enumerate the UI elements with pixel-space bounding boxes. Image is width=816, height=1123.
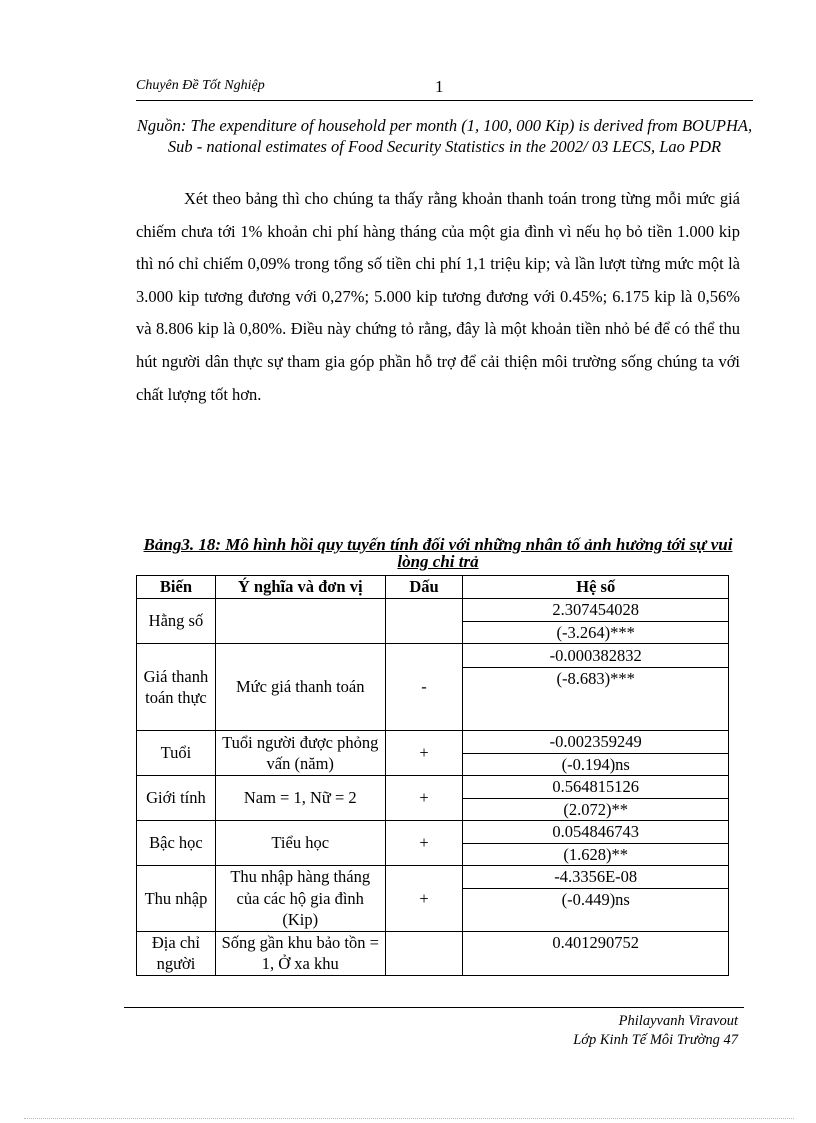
t-stat-cell: (-3.264)*** — [463, 621, 729, 644]
meaning-cell: Sống gần khu bảo tồn = 1, Ở xa khu — [215, 931, 385, 975]
sign-cell — [385, 599, 463, 644]
sign-cell: - — [385, 644, 463, 731]
coefficient-cell: -4.3356E-08 — [463, 866, 729, 889]
footer-class: Lớp Kinh Tế Môi Trường 47 — [573, 1032, 738, 1048]
variable-cell: Bậc học — [137, 821, 216, 866]
page-footer — [573, 1012, 738, 1050]
meaning-cell: Mức giá thanh toán — [215, 644, 385, 731]
t-stat-cell: (-0.194)ns — [463, 753, 729, 776]
variable-cell: Giá thanh toán thực — [137, 644, 216, 731]
variable-cell: Hằng số — [137, 599, 216, 644]
table-row — [137, 731, 729, 754]
footer-author: Philayvanh Viravout — [618, 1013, 738, 1029]
coefficient-cell: -0.000382832 — [463, 644, 729, 668]
sign-cell — [385, 931, 463, 975]
header-variable: Biến — [137, 576, 216, 599]
footer-divider — [124, 1007, 744, 1008]
page-number: 1 — [435, 77, 444, 96]
table-row — [137, 821, 729, 844]
sign-cell: + — [385, 866, 463, 932]
table-row — [137, 599, 729, 622]
variable-cell: Tuổi — [137, 731, 216, 776]
table-row — [137, 776, 729, 799]
table-header-row — [137, 576, 729, 599]
sign-cell: + — [385, 731, 463, 776]
variable-cell: Giới tính — [137, 776, 216, 821]
t-stat-cell: (-8.683)*** — [463, 668, 729, 731]
coefficient-cell: -0.002359249 — [463, 731, 729, 754]
header-meaning: Ý nghĩa và đơn vị — [215, 576, 385, 599]
body-paragraph: Xét theo bảng thì cho chúng ta thấy rằng khoản thanh toán trong từng mỗi mức giá chiếm chưa tới 1% khoản chi phí hàng tháng của một gia đình vì nếu họ bỏ tiền 1.000 kip thì nó chỉ chiếm 0,09% trong tổng số tiền chi phí 1,1 triệu kip; và lần lượt từng mức một là 3.000 kip tương đương với 0,27%; 5.000 kip tương đương với 0.45%; 6.175 kip là 0,56% và 8.806 kip là 0,80%. Điều này chứng tỏ rằng, đây là một khoản tiền nhỏ bé để có thể thu hút người dân thực sự tham gia góp phần hỗ trợ để cải thiện môi trường sống chúng ta với chất lượng tốt hơn. — [136, 189, 740, 404]
coefficient-cell: 2.307454028 — [463, 599, 729, 622]
meaning-cell: Tuổi người được phỏng vấn (năm) — [215, 731, 385, 776]
coefficient-cell: 0.401290752 — [463, 931, 729, 975]
sign-cell: + — [385, 821, 463, 866]
meaning-cell: Thu nhập hàng tháng của các hộ gia đình (Kip) — [215, 866, 385, 932]
coefficient-cell: 0.564815126 — [463, 776, 729, 799]
table-caption: Bảng3. 18: Mô hình hồi quy tuyến tính đối với những nhân tố ảnh hưởng tới sự vui lòng chi trả — [143, 535, 733, 571]
t-stat-cell: (1.628)** — [463, 843, 729, 866]
table-row — [137, 931, 729, 975]
header-sign: Dấu — [385, 576, 463, 599]
meaning-cell: Tiểu học — [215, 821, 385, 866]
regression-table — [136, 575, 729, 976]
page-header — [136, 76, 753, 101]
t-stat-cell: (2.072)** — [463, 798, 729, 821]
page-edge-divider — [24, 1118, 794, 1119]
header-title: Chuyên Đề Tốt Nghiệp — [136, 78, 265, 93]
t-stat-cell: (-0.449)ns — [463, 888, 729, 931]
table-row — [137, 866, 729, 889]
table-row — [137, 644, 729, 668]
meaning-cell — [215, 599, 385, 644]
coefficient-cell: 0.054846743 — [463, 821, 729, 844]
variable-cell: Địa chỉ người — [137, 931, 216, 975]
header-coefficient: Hệ số — [463, 576, 729, 599]
source-note: Nguồn: The expenditure of household per month (1, 100, 000 Kip) is derived from BOUPHA, Sub - national estimates of Food Security Statistics in the 2002/ 03 LECS, Lao PDR — [136, 116, 753, 156]
meaning-cell: Nam = 1, Nữ = 2 — [215, 776, 385, 821]
variable-cell: Thu nhập — [137, 866, 216, 932]
sign-cell: + — [385, 776, 463, 821]
